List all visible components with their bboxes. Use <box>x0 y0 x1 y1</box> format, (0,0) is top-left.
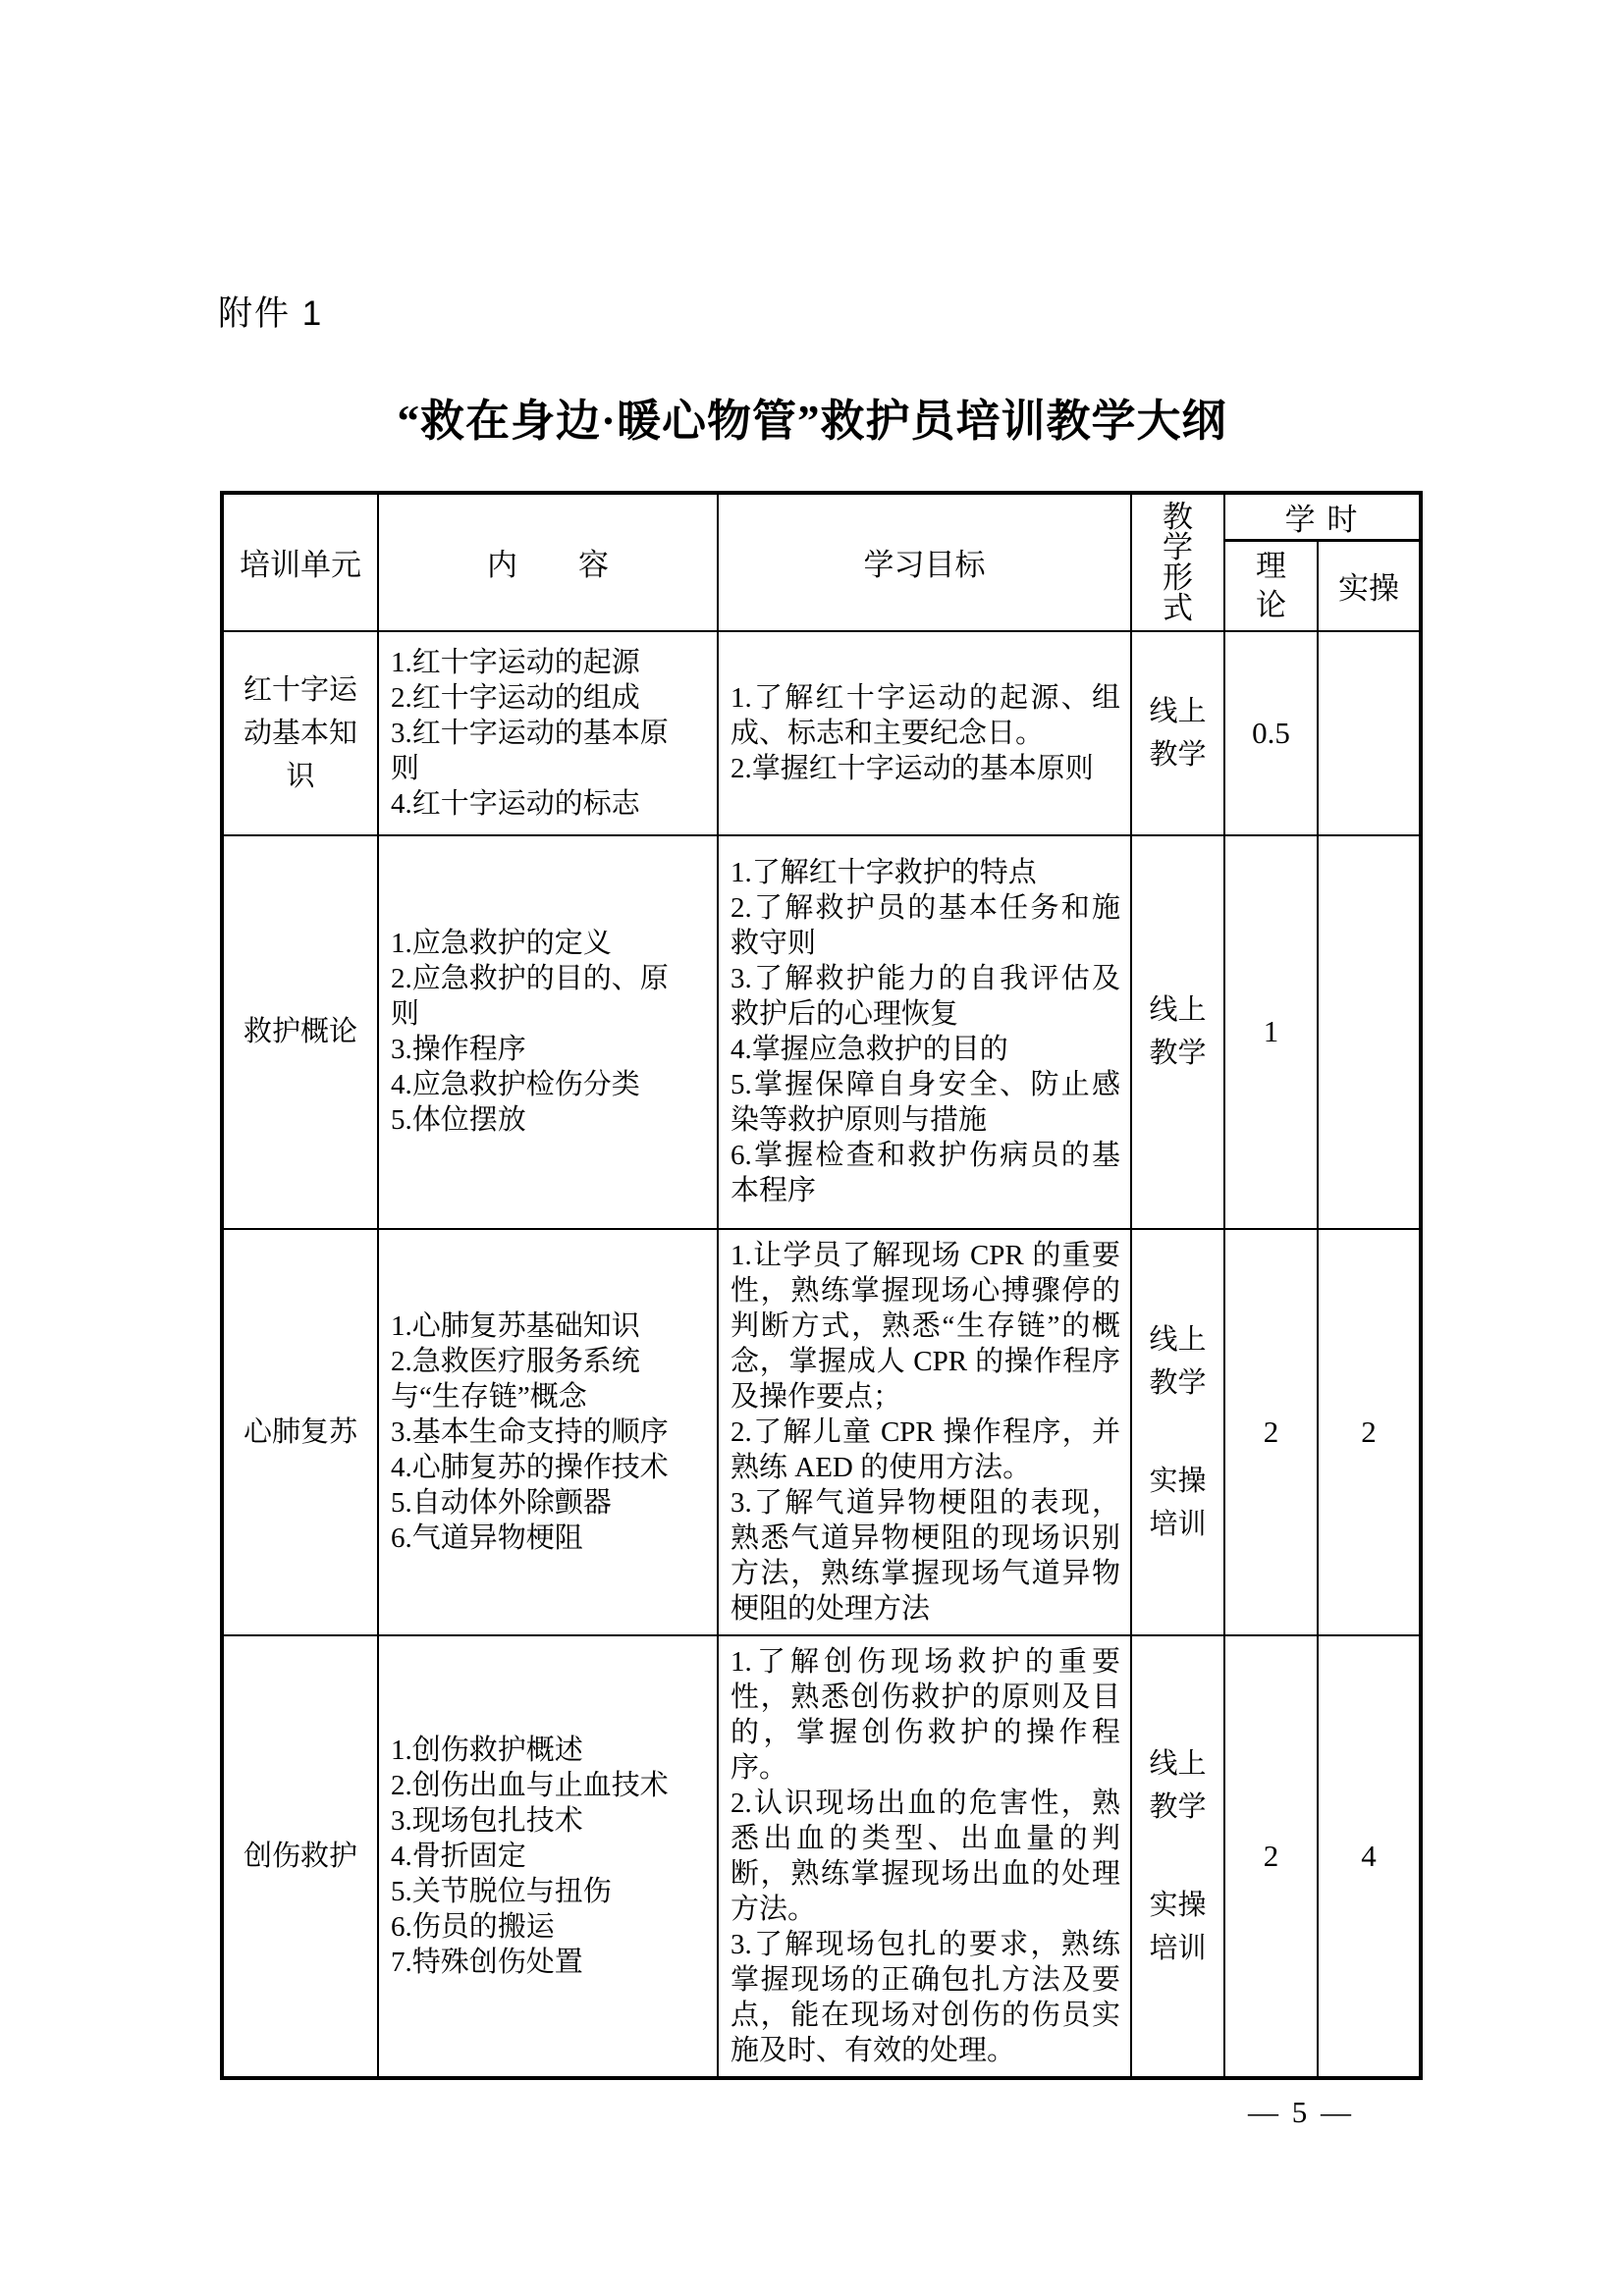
objective-item: 1.了解红十字运动的起源、组成、标志和主要纪念日。 <box>731 681 1120 749</box>
syllabus-table <box>220 491 1423 2080</box>
objective-item: 2.掌握红十字运动的基本原则 <box>731 752 1094 784</box>
objectives-cell <box>718 631 1131 835</box>
table-row-red-cross-basics <box>222 631 1421 835</box>
objectives-cell <box>718 1635 1131 2078</box>
theory-hours-cell: 2 <box>1224 1229 1318 1635</box>
unit-cell: 创伤救护 <box>222 1635 378 2078</box>
content-item: 3.现场包扎技术 <box>391 1804 583 1837</box>
format-cell <box>1131 835 1224 1229</box>
objective-item: 3.了解救护能力的自我评估及救护后的心理恢复 <box>731 963 1120 1030</box>
theory-hours-cell: 1 <box>1224 835 1318 1229</box>
content-item: 2.应急救护的目的、原则 <box>391 963 669 1030</box>
objective-item: 1.了解创伤现场救护的重要性，熟悉创伤救护的原则及目的，掌握创伤救护的操作程序。 <box>731 1645 1120 1784</box>
col-header-hours: 学 时 <box>1224 493 1421 541</box>
objective-item: 5.掌握保障自身安全、防止感染等救护原则与措施 <box>731 1069 1120 1136</box>
content-item: 5.关节脱位与扭伤 <box>391 1875 612 1907</box>
practice-hours-cell: 2 <box>1318 1229 1421 1635</box>
objectives-cell <box>718 1229 1131 1635</box>
theory-hours-cell: 2 <box>1224 1635 1318 2078</box>
unit-cell: 红十字运动基本知识 <box>222 631 378 835</box>
objective-item: 3.了解气道异物梗阻的表现，熟悉气道异物梗阻的现场识别方法，熟练掌握现场气道异物梗阻的处理方法 <box>731 1486 1120 1625</box>
content-item: 3.红十字运动的基本原则 <box>391 717 669 784</box>
page-title: “救在身边·暖心物管”救护员培训教学大纲 <box>397 397 1227 446</box>
syllabus-table-container <box>220 491 1423 2080</box>
practice-hours-cell: 4 <box>1318 1635 1421 2078</box>
practice-hours-cell <box>1318 835 1421 1229</box>
content-item: 2.创伤出血与止血技术 <box>391 1769 669 1801</box>
objective-item: 2.了解儿童 CPR 操作程序，并熟练 AED 的使用方法。 <box>731 1415 1120 1483</box>
content-item: 6.伤员的搬运 <box>391 1910 555 1943</box>
content-item: 5.体位摆放 <box>391 1104 526 1136</box>
content-item: 4.应急救护检伤分类 <box>391 1069 640 1100</box>
format-item: 实操培训 <box>1149 1465 1207 1540</box>
col-header-theory <box>1224 541 1318 631</box>
content-item: 3.基本生命支持的顺序 <box>391 1415 669 1448</box>
objective-item: 4.掌握应急救护的目的 <box>731 1034 1008 1065</box>
practice-hours-cell <box>1318 631 1421 835</box>
theory-hours-cell: 0.5 <box>1224 631 1318 835</box>
col-header-content: 内 容 <box>378 493 718 631</box>
content-cell <box>378 1635 718 2078</box>
content-item: 1.红十字运动的起源 <box>391 646 640 678</box>
objective-item: 1.让学员了解现场 CPR 的重要性，熟练掌握现场心搏骤停的判断方式，熟悉“生存链”的概念，掌握成人 CPR 的操作程序及操作要点； <box>731 1239 1120 1413</box>
format-item: 实操培训 <box>1149 1889 1207 1964</box>
content-item: 1.创伤救护概述 <box>391 1734 583 1766</box>
content-cell <box>378 1229 718 1635</box>
content-item: 4.骨折固定 <box>391 1840 526 1872</box>
content-item: 2.急救医疗服务系统与“生存链”概念 <box>391 1345 640 1413</box>
content-item: 4.心肺复苏的操作技术 <box>391 1451 669 1483</box>
format-cell <box>1131 1635 1224 2078</box>
col-header-format <box>1131 493 1224 631</box>
col-header-practice: 实操 <box>1318 541 1421 631</box>
content-item: 1.心肺复苏基础知识 <box>391 1309 640 1342</box>
col-header-unit: 培训单元 <box>222 493 378 631</box>
format-cell <box>1131 1229 1224 1635</box>
attachment-label: 附件 1 <box>218 294 324 333</box>
col-header-format-text: 教学形式 <box>1163 499 1193 625</box>
table-row-rescue-overview <box>222 835 1421 1229</box>
unit-cell: 心肺复苏 <box>222 1229 378 1635</box>
content-item: 1.应急救护的定义 <box>391 928 612 959</box>
objective-item: 2.了解救护员的基本任务和施救守则 <box>731 892 1120 959</box>
col-header-theory-text: 理论 <box>1256 548 1286 622</box>
unit-cell: 救护概论 <box>222 835 378 1229</box>
col-header-objectives: 学习目标 <box>718 493 1131 631</box>
content-item: 4.红十字运动的标志 <box>391 787 640 820</box>
table-row-trauma-care <box>222 1635 1421 2078</box>
content-item: 6.气道异物梗阻 <box>391 1522 583 1554</box>
objective-item: 2.认识现场出血的危害性，熟悉出血的类型、出血量的判断，熟练掌握现场出血的处理方法。 <box>731 1787 1120 1925</box>
content-item: 7.特殊创伤处置 <box>391 1946 583 1978</box>
format-item: 线上教学 <box>1149 994 1207 1069</box>
table-row-cpr <box>222 1229 1421 1635</box>
format-item: 线上教学 <box>1149 695 1207 771</box>
format-cell <box>1131 631 1224 835</box>
content-item: 3.操作程序 <box>391 1034 526 1065</box>
content-cell <box>378 835 718 1229</box>
objective-item: 6.掌握检查和救护伤病员的基本程序 <box>731 1140 1120 1206</box>
format-item: 线上教学 <box>1149 1747 1207 1823</box>
objective-item: 1.了解红十字救护的特点 <box>731 857 1037 888</box>
objective-item: 3.了解现场包扎的要求，熟练掌握现场的正确包扎方法及要点，能在现场对创伤的伤员实施及时、有效的处理。 <box>731 1928 1120 2066</box>
format-item: 线上教学 <box>1149 1323 1207 1399</box>
content-item: 5.自动体外除颤器 <box>391 1486 612 1519</box>
page-number: — 5 — <box>1248 2095 1354 2129</box>
content-item: 2.红十字运动的组成 <box>391 681 640 714</box>
content-cell <box>378 631 718 835</box>
objectives-cell <box>718 835 1131 1229</box>
